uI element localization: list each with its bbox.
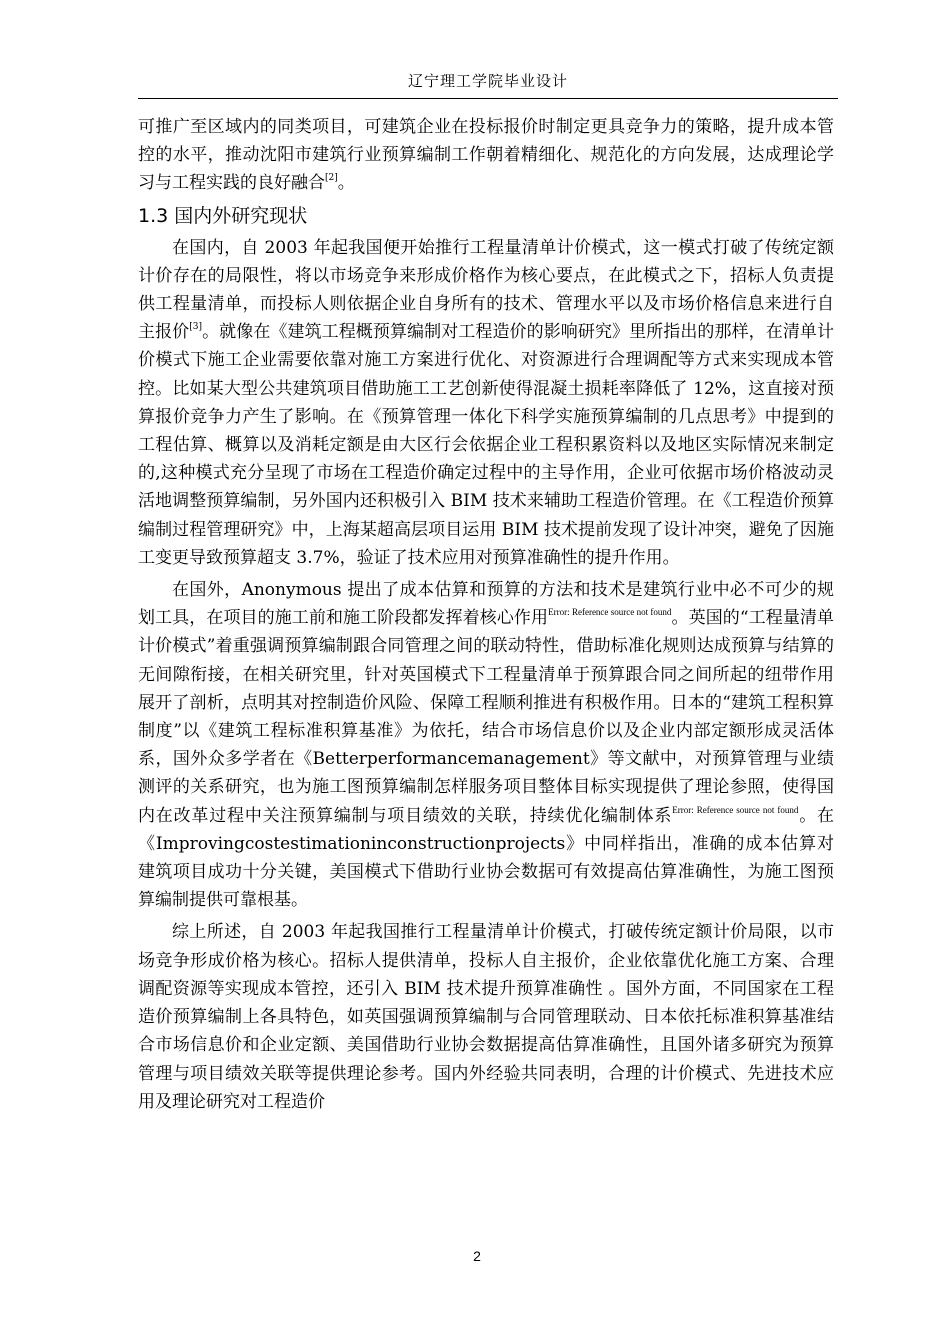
paragraph-text: 。 <box>337 173 355 194</box>
citation: [2] <box>325 173 338 184</box>
citation-error: Error: Reference source not found <box>672 804 799 815</box>
paragraph-summary: 综上所述，自 2003 年起我国推行工程量清单计价模式，打破传统定额计价局限，以市场竞争形成价格为核心。招标人提供清单，投标人自主报价，企业依靠优化施工方案、合理调配资源等实现成本管控，还引入 BIM 技术提升预算准确性 。国外方面，不同国家在工程造价预算编制上各具特色，如英国强调预算编制与合同管理联动、日本依托标准积算基准结合市场信息价和企业定额、美国借助行业协会数据提高估算准确性，且国外诸多研究为预算管理与项目绩效关联等提供理论参考。国内外经验共同表明，合理的计价模式、先进技术应用及理论研究对工程造价 <box>138 922 834 1112</box>
paragraph-text: 在国外，Anonymous 提出了成本估算和预算的方法和技术是建筑行业中必不可少的规划工具，在项目的施工前和施工阶段都发挥着核心作用 <box>138 580 834 629</box>
header-rule <box>138 98 838 99</box>
citation-error: Error: Reference source not found <box>548 607 672 618</box>
section-heading: 1.3 国内外研究现状 <box>138 204 308 227</box>
paragraph-text: 可推广至区域内的同类项目，可建筑企业在投标报价时制定更具竞争力的策略，提升成本管控的水平，推动沈阳市建筑行业预算编制工作朝着精细化、规范化的方向发展，达成理论学习与工程实践的良好融合 <box>138 117 834 194</box>
paragraph-text: 。英国的“工程量清单计价模式”着重强调预算编制跟合同管理之间的联动特性，借助标准化规则达成预算与结算的无间隙衔接，在相关研究里，针对英国模式下工程量清单于预算跟合同之间所起的纽带作用展开了剖析，点明其对控制造价风险、保障工程顺利推进有积极作用。日本的“建筑工程积算制度”以《建筑工程标准积算基准》为依托，结合市场信息价以及企业内部定额形成灵活体系，国外众多学者在《Betterperformancemanagement》等文献中，对预算管理与业绩测评的关系研究，也为施工图预算编制怎样服务项目整体目标实现提供了理论参照，使得国内在改革过程中关注预算编制与项目绩效的关联，持续优化编制体系 <box>138 608 835 826</box>
page-number: 2 <box>473 1248 481 1264</box>
paragraph-foreign <box>138 576 834 914</box>
running-header: 辽宁理工学院毕业设计 <box>407 72 568 90</box>
page-body <box>138 113 834 1116</box>
citation: [3] <box>189 322 202 333</box>
paragraph-domestic <box>138 234 834 572</box>
paragraph-text: 。在《Improvingcostestimationinconstructionprojects》中同样指出，准确的成本估算对建筑项目成功十分关键，美国模式下借助行业协会数据可有效提高估算准确性，为施工图预算编制提供可靠根基。 <box>138 805 835 911</box>
paragraph-text: 。就像在《建筑工程概预算编制对工程造价的影响研究》里所指出的那样，在清单计价模式下施工企业需要依靠对施工方案进行优化、对资源进行合理调配等方式来实现成本管控。比如某大型公共建筑项目借助施工工艺创新使得混凝土损耗率降低了 12%，这直接对预算报价竞争力产生了影响。在《预算管理一体化下科学实施预算编制的几点思考》中提到的工程估算、概算以及消耗定额是由大区行会依据企业工程积累资料以及地区实际情况来制定的,这种模式充分呈现了市场在工程造价确定过程中的主导作用，企业可依据市场价格波动灵活地调整预算编制，另外国内还积极引入 BIM 技术来辅助工程造价管理。在《工程造价预算编制过程管理研究》中，上海某超高层项目运用 BIM 技术提前发现了设计冲突，避免了因施工变更导致预算超支 3.7%，验证了技术应用对预算准确性的提升作用。 <box>138 322 835 568</box>
paragraph-text: 在国内，自 2003 年起我国便开始推行工程量清单计价模式，这一模式打破了传统定额计价存在的局限性，将以市场竞争来形成价格作为核心要点，在此模式之下，招标人负责提供工程量清单，而投标人则依据企业自身所有的技术、管理水平以及市场价格信息来进行自主报价 <box>138 237 834 343</box>
paragraph-continued <box>138 113 834 198</box>
